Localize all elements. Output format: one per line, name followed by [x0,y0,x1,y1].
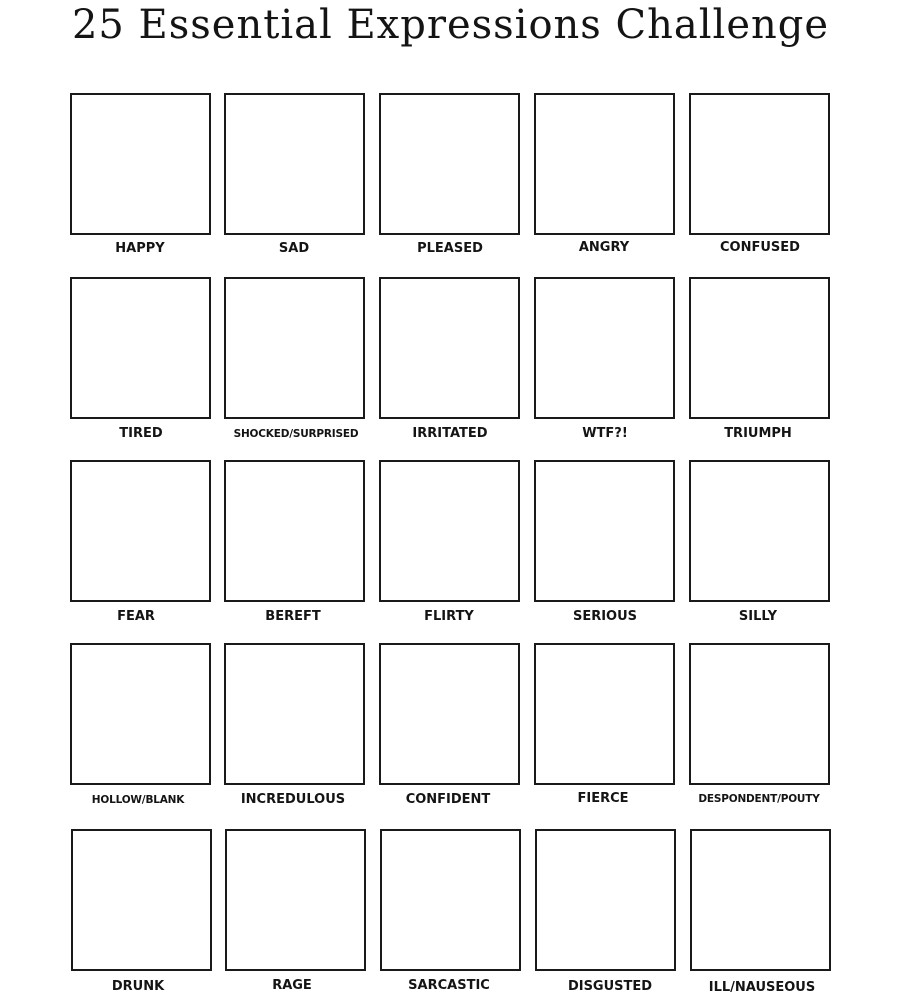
expression-label-silly: SILLY [738,609,778,624]
expression-box-despondent-pouty[interactable] [689,643,830,785]
expression-box-sad[interactable] [224,93,365,235]
expression-label-ill-nauseous: ILL/NAUSEOUS [708,980,816,995]
expression-label-flirty: FLIRTY [424,609,474,624]
expression-label-drunk: DRUNK [111,979,165,994]
expression-box-ill-nauseous[interactable] [690,829,831,971]
expression-box-drunk[interactable] [71,829,212,971]
expression-label-fierce: FIERCE [577,791,629,806]
expression-label-triumph: TRIUMPH [724,426,792,441]
expression-label-fear: FEAR [117,609,155,624]
page-title: 25 Essential Expressions Challenge [71,2,830,48]
expression-box-fear[interactable] [70,460,211,602]
expression-label-rage: RAGE [272,978,312,993]
expression-box-angry[interactable] [534,93,675,235]
expression-box-fierce[interactable] [534,643,675,785]
expression-box-silly[interactable] [689,460,830,602]
expression-label-confused: CONFUSED [720,240,800,255]
expression-label-despondent-pouty: DESPONDENT/POUTY [698,793,820,805]
expression-label-shocked-surprised: SHOCKED/SURPRISED [233,428,359,440]
expression-box-happy[interactable] [70,93,211,235]
expression-box-rage[interactable] [225,829,366,971]
expression-label-disgusted: DISGUSTED [567,979,653,994]
expression-box-sarcastic[interactable] [380,829,521,971]
expression-label-confident: CONFIDENT [405,792,491,807]
expression-box-triumph[interactable] [689,277,830,419]
expression-label-wtf: WTF?! [582,426,628,441]
expression-label-bereft: BEREFT [265,609,321,624]
expression-box-pleased[interactable] [379,93,520,235]
expression-label-irritated: IRRITATED [412,426,488,441]
expression-label-hollow-blank: HOLLOW/BLANK [91,794,185,806]
expression-box-irritated[interactable] [379,277,520,419]
expression-label-tired: TIRED [119,426,163,441]
expression-label-serious: SERIOUS [572,609,638,624]
expression-label-pleased: PLEASED [417,241,483,256]
expression-box-tired[interactable] [70,277,211,419]
expression-label-angry: ANGRY [578,240,630,255]
expression-label-sarcastic: SARCASTIC [408,978,490,993]
expression-box-disgusted[interactable] [535,829,676,971]
expression-box-confident[interactable] [379,643,520,785]
expression-box-wtf[interactable] [534,277,675,419]
expression-label-happy: HAPPY [115,241,165,256]
expression-label-incredulous: INCREDULOUS [240,792,346,807]
expression-box-flirty[interactable] [379,460,520,602]
expression-box-serious[interactable] [534,460,675,602]
expression-box-shocked-surprised[interactable] [224,277,365,419]
expression-box-incredulous[interactable] [224,643,365,785]
expression-box-confused[interactable] [689,93,830,235]
expression-box-hollow-blank[interactable] [70,643,211,785]
expression-label-sad: SAD [278,241,310,256]
expression-box-bereft[interactable] [224,460,365,602]
